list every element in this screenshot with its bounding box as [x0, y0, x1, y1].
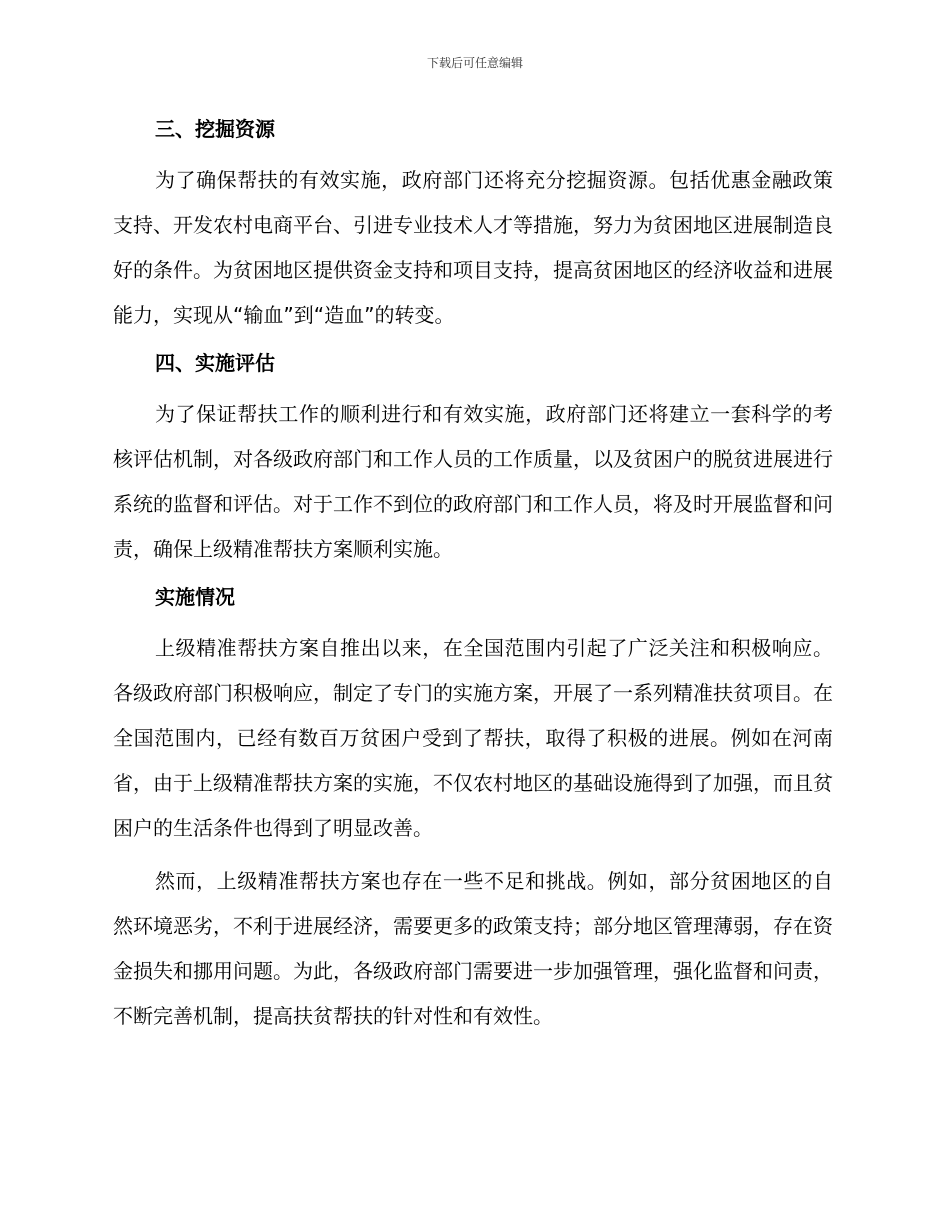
section-paragraph: 然而，上级精准帮扶方案也存在一些不足和挑战。例如，部分贫困地区的自然环境恶劣，不利于进展经济，需要更多的政策支持；部分地区管理薄弱，存在资金损失和挪用问题。为此，各级政府部门需要进一步加强管理，强化监督和问责，不断完善机制，提高扶贫帮扶的针对性和有效性。 — [113, 869, 833, 1028]
section-heading-implementation: 实施情况 — [155, 585, 235, 609]
section-heading-evaluation: 四、实施评估 — [155, 351, 275, 375]
section-paragraph: 为了保证帮扶工作的顺利进行和有效实施，政府部门还将建立一套科学的考核评估机制，对各级政府部门和工作人员的工作质量，以及贫困户的脱贫进展进行系统的监督和评估。对于工作不到位的政府部门和工作人员，将及时开展监督和问责，确保上级精准帮扶方案顺利实施。 — [113, 402, 833, 561]
document-body — [113, 112, 833, 1039]
header-note: 下载后可任意编辑 — [426, 56, 523, 70]
section-paragraph: 为了确保帮扶的有效实施，政府部门还将充分挖掘资源。包括优惠金融政策支持、开发农村电商平台、引进专业技术人才等措施，努力为贫困地区进展制造良好的条件。为贫困地区提供资金支持和项目支持，提高贫困地区的经济收益和进展能力，实现从“输血”到“造血”的转变。 — [113, 168, 833, 327]
section-paragraph: 上级精准帮扶方案自推出以来，在全国范围内引起了广泛关注和积极响应。各级政府部门积极响应，制定了专门的实施方案，开展了一系列精准扶贫项目。在全国范围内，已经有数百万贫困户受到了帮扶，取得了积极的进展。例如在河南省，由于上级精准帮扶方案的实施，不仅农村地区的基础设施得到了加强，而且贫困户的生活条件也得到了明显改善。 — [113, 636, 833, 840]
section-heading-resources: 三、挖掘资源 — [155, 117, 275, 141]
